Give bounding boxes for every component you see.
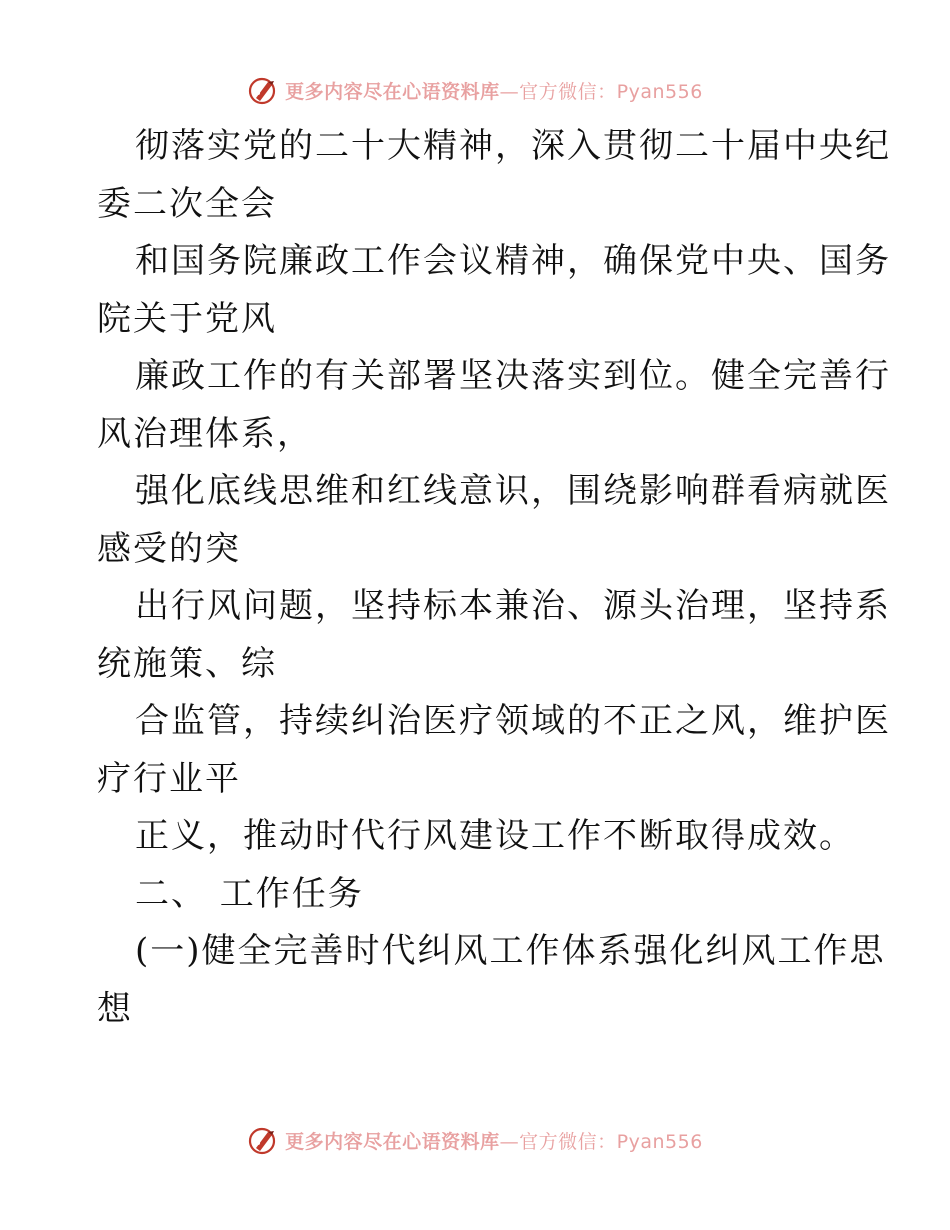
- text-line: 强化底线思维和红线意识，围绕影响群看病就医: [135, 471, 891, 511]
- text-line: 院关于党风: [97, 298, 277, 339]
- text-line: 统施策、综: [97, 643, 277, 684]
- watermark-main: 更多内容尽在心语资料库: [285, 80, 500, 103]
- text-line: 彻落实党的二十大精神，深入贯彻二十届中央纪: [135, 126, 891, 166]
- text-line: 风治理体系，: [97, 413, 313, 454]
- watermark-text: [285, 1127, 703, 1154]
- watermark-contact: 官方微信：Pyan556: [519, 80, 703, 103]
- pen-in-circle-logo-icon: [247, 1124, 279, 1156]
- header-watermark: [0, 72, 950, 108]
- text-line: 和国务院廉政工作会议精神，确保党中央、国务: [135, 241, 891, 281]
- pen-in-circle-logo-icon: [247, 74, 279, 106]
- text-line: 想: [97, 988, 133, 1029]
- watermark-main: 更多内容尽在心语资料库: [285, 1130, 500, 1153]
- text-line: 廉政工作的有关部署坚决落实到位。健全完善行: [135, 356, 891, 396]
- text-line: 二、 工作任务: [135, 873, 364, 914]
- watermark-text: [285, 77, 703, 104]
- text-line: 合监管，持续纠治医疗领域的不正之风，维护医: [135, 701, 891, 741]
- text-line: 委二次全会: [97, 183, 277, 224]
- text-line: 疗行业平: [97, 758, 241, 799]
- text-line: (一)健全完善时代纠风工作体系强化纠风工作思: [135, 931, 886, 971]
- document-body: [97, 118, 891, 1038]
- text-line: 感受的突: [97, 528, 241, 569]
- watermark-separator: —: [499, 1130, 520, 1153]
- watermark-contact: 官方微信：Pyan556: [519, 1130, 703, 1153]
- watermark-separator: —: [499, 80, 520, 103]
- text-line: 正义，推动时代行风建设工作不断取得成效。: [135, 816, 855, 856]
- text-line: 出行风问题，坚持标本兼治、源头治理，坚持系: [135, 586, 891, 626]
- footer-watermark: [0, 1122, 950, 1158]
